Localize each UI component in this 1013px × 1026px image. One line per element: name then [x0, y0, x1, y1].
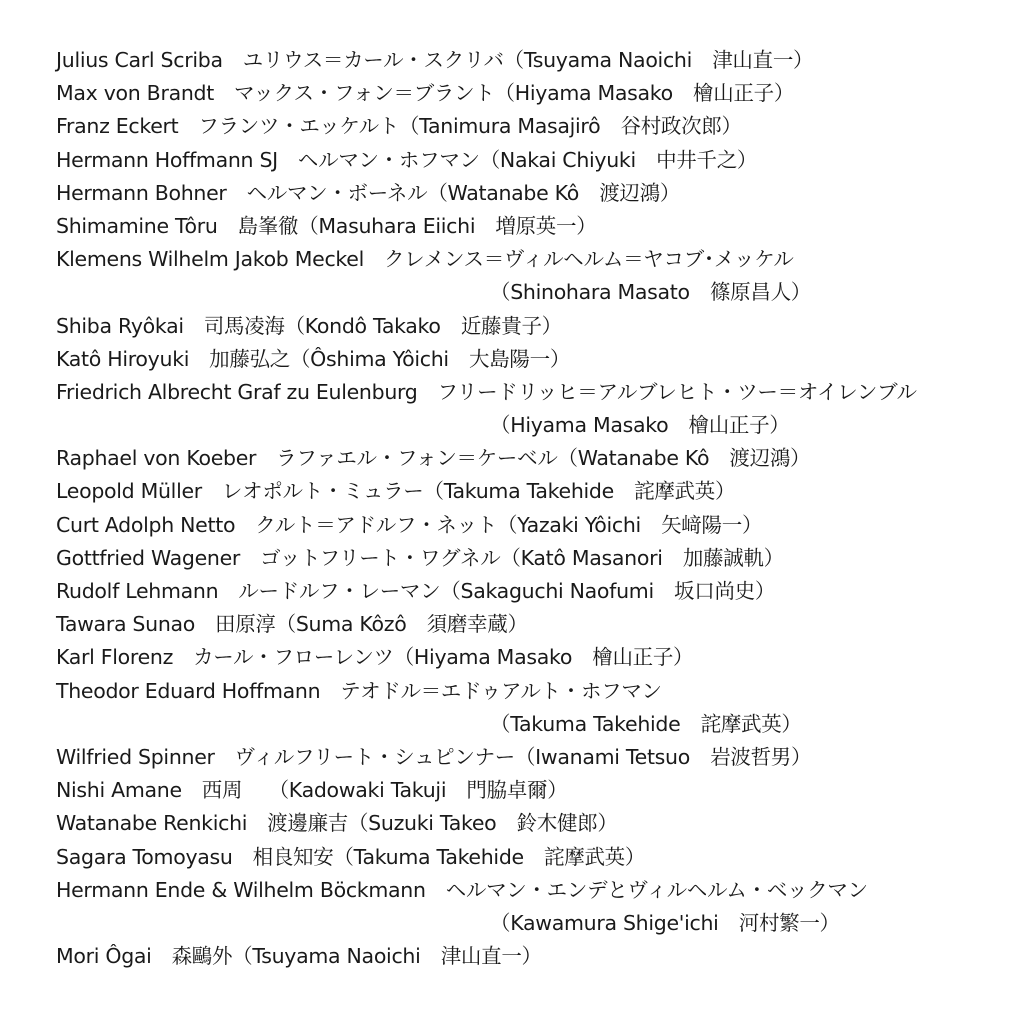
person-name-latin: Leopold Müller: [56, 479, 202, 504]
person-name-japanese-and-author: ルードルフ・レーマン（Sakaguchi Naofumi 坂口尚史）: [238, 579, 776, 603]
person-name-japanese-and-author: マックス・フォン＝ブラント（Hiyama Masako 檜山正子）: [233, 81, 795, 106]
list-item: [56, 243, 917, 276]
person-name-latin: Hermann Bohner: [56, 180, 227, 205]
person-name-latin: Sagara Tomoyasu: [56, 844, 233, 869]
list-item: [56, 741, 917, 774]
person-name-japanese-and-author: ヘルマン・エンデとヴィルヘルム・ベックマン: [445, 877, 868, 902]
person-name-latin: Theodor Eduard Hoffmann: [56, 678, 321, 703]
list-item: [56, 575, 917, 608]
list-item: [56, 675, 917, 708]
list-item: [56, 77, 917, 110]
person-name-latin: Shiba Ryôkai: [56, 313, 184, 338]
person-name-latin: Shimamine Tôru: [56, 213, 218, 238]
person-name-japanese-and-author: カール・フローレンツ（Hiyama Masako 檜山正子）: [193, 645, 694, 670]
person-name-japanese-and-author: クレメンス＝ヴィルヘルム＝ヤコブ･メッケル: [383, 247, 794, 272]
person-name-latin: Tawara Sunao: [56, 612, 196, 637]
person-name-japanese-and-author: （Hiyama Masako 檜山正子）: [490, 413, 790, 438]
list-item: [56, 475, 917, 508]
person-name-latin: Curt Adolph Netto: [56, 512, 236, 537]
person-name-japanese-and-author: 田原淳（Suma Kôzô 須磨幸蔵）: [215, 612, 528, 637]
person-name-latin: Watanabe Renkichi: [56, 811, 248, 836]
list-item: [56, 774, 917, 807]
person-name-japanese-and-author: ヘルマン・ホフマン（Nakai Chiyuki 中井千之）: [297, 147, 758, 172]
person-name-japanese-and-author: 渡邊廉吉（Suzuki Takeo 鈴木健郎）: [267, 811, 618, 836]
person-name-latin: Gottfried Wagener: [56, 545, 241, 570]
list-item: [56, 110, 917, 143]
list-item: [56, 144, 917, 177]
person-name-japanese-and-author: ユリウス＝カール・スクリバ（Tsuyama Naoichi 津山直一）: [242, 48, 814, 72]
list-item: [56, 641, 917, 674]
person-name-japanese-and-author: ヴィルフリート・シュピンナー（Iwanami Tetsuo 岩波哲男）: [234, 744, 812, 769]
person-name-japanese-and-author: 西周 （Kadowaki Takuji 門脇卓爾）: [201, 778, 568, 803]
person-name-japanese-and-author: 司馬凌海（Kondô Takako 近藤貴子）: [203, 313, 562, 338]
list-item: [56, 210, 917, 243]
person-name-latin: Franz Eckert: [56, 114, 179, 139]
list-item: [56, 310, 917, 343]
list-item: [56, 542, 917, 575]
person-name-latin: Hermann Hoffmann SJ: [56, 147, 278, 172]
person-name-latin: Katô Hiroyuki: [56, 346, 190, 371]
list-item: [56, 442, 917, 475]
person-name-latin: Rudolf Lehmann: [56, 579, 219, 603]
person-name-japanese-and-author: 森鷗外（Tsuyama Naoichi 津山直一）: [171, 944, 542, 969]
person-name-latin: Karl Florenz: [56, 645, 174, 670]
person-name-japanese-and-author: テオドル＝エドゥアルト・ホフマン: [340, 678, 662, 703]
person-name-latin: Klemens Wilhelm Jakob Meckel: [56, 247, 364, 272]
list-item: [56, 509, 917, 542]
person-name-japanese-and-author: クルト＝アドルフ・ネット（Yazaki Yôichi 矢﨑陽一）: [255, 512, 763, 537]
person-name-latin: Max von Brandt: [56, 81, 214, 106]
list-item: [56, 44, 917, 77]
person-name-latin: Wilfried Spinner: [56, 744, 215, 769]
name-list: [56, 44, 917, 973]
person-name-japanese-and-author: （Kawamura Shige'ichi 河村繁一）: [490, 910, 840, 935]
list-item: [56, 940, 917, 973]
person-name-japanese-and-author: 相良知安（Takuma Takehide 詫摩武英）: [252, 844, 646, 869]
list-item-continuation: [56, 409, 917, 442]
person-name-japanese-and-author: ヘルマン・ボーネル（Watanabe Kô 渡辺鴻）: [246, 180, 681, 205]
list-item: [56, 343, 917, 376]
person-name-japanese-and-author: （Shinohara Masato 篠原昌人）: [490, 280, 811, 305]
person-name-japanese-and-author: 加藤弘之（Ôshima Yôichi 大島陽一）: [209, 346, 571, 371]
person-name-japanese-and-author: フリードリッヒ＝アルブレヒト・ツー＝オイレンブル: [437, 379, 917, 404]
list-item-continuation: [56, 708, 917, 741]
person-name-japanese-and-author: ゴットフリート・ワグネル（Katô Masanori 加藤誠軌）: [260, 545, 784, 570]
person-name-latin: Raphael von Koeber: [56, 446, 257, 471]
list-item-continuation: [56, 907, 917, 940]
list-item-continuation: [56, 276, 917, 309]
person-name-japanese-and-author: 島峯徹（Masuhara Eiichi 増原英一）: [237, 213, 597, 238]
person-name-japanese-and-author: ラファエル・フォン＝ケーベル（Watanabe Kô 渡辺鴻）: [276, 446, 811, 471]
list-item: [56, 608, 917, 641]
list-item: [56, 376, 917, 409]
list-item: [56, 807, 917, 840]
person-name-latin: Mori Ôgai: [56, 944, 152, 969]
person-name-latin: Julius Carl Scriba: [56, 48, 223, 72]
person-name-latin: Friedrich Albrecht Graf zu Eulenburg: [56, 379, 418, 404]
person-name-japanese-and-author: （Takuma Takehide 詫摩武英）: [490, 711, 802, 736]
person-name-japanese-and-author: レオポルト・ミュラー（Takuma Takehide 詫摩武英）: [221, 479, 736, 504]
person-name-latin: Hermann Ende & Wilhelm Böckmann: [56, 877, 426, 902]
person-name-japanese-and-author: フランツ・エッケルト（Tanimura Masajirô 谷村政次郎）: [198, 114, 742, 139]
list-item: [56, 874, 917, 907]
person-name-latin: Nishi Amane: [56, 778, 182, 803]
list-item: [56, 841, 917, 874]
list-item: [56, 177, 917, 210]
